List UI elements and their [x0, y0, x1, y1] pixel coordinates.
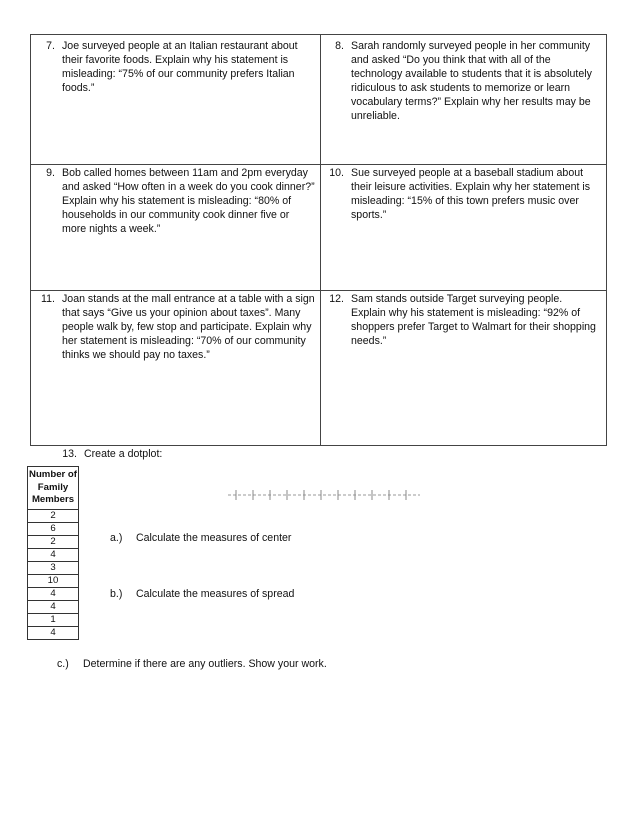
part-text: Calculate the measures of spread: [136, 588, 295, 600]
table-cell: 3: [28, 561, 79, 574]
question-number: 12.: [329, 293, 344, 305]
question-text: Sam stands outside Target surveying people. Explain why his statement is misleading: “92% of shoppers prefer Target to Walmart for their shopping needs.”: [351, 293, 596, 347]
question-number: 9.: [46, 167, 55, 179]
question-text: Sarah randomly surveyed people in her community and asked “Do you think that with all of the technology available to students that it is absolutely ridiculous to ask students to memorize or learn vocabulary terms?” Explain why her results may be unreliable.: [351, 40, 592, 122]
question-8: [324, 39, 604, 123]
grid-divider-row-2: [31, 290, 606, 291]
grid-divider-row-1: [31, 164, 606, 165]
question-number: 7.: [46, 40, 55, 52]
question-number: 10.: [329, 167, 344, 179]
question-9: [35, 166, 315, 236]
table-header: Number of Family Members: [28, 467, 79, 510]
table-cell: 10: [28, 574, 79, 587]
question-13: [57, 447, 162, 461]
question-text: Joan stands at the mall entrance at a table with a sign that says “Give us your opinion about taxes”. Many people walk by, few stop and participate. Explain why her statement is misleading: “70% of our community thinks we should pay no taxes.”: [62, 293, 315, 361]
question-12: [324, 292, 599, 348]
part-text: Determine if there are any outliers. Show your work.: [83, 658, 327, 670]
question-text: Create a dotplot:: [84, 448, 163, 460]
part-label: b.): [110, 588, 123, 600]
table-cell: 2: [28, 509, 79, 522]
grid-vertical-divider: [320, 35, 321, 445]
table-cell: 1: [28, 613, 79, 626]
question-10: [324, 166, 599, 222]
part-label: a.): [110, 532, 123, 544]
question-number: 11.: [41, 293, 55, 305]
table-cell: 4: [28, 626, 79, 639]
question-text: Sue surveyed people at a baseball stadium about their leisure activities. Explain why her statement is misleading: “15% of this town prefers music over sports.”: [351, 167, 591, 221]
question-number: 13.: [62, 448, 77, 460]
dotplot-number-line: [226, 486, 422, 506]
part-label: c.): [57, 658, 69, 670]
question-7: [35, 39, 315, 95]
questions-grid: [30, 34, 607, 446]
table-cell: 4: [28, 600, 79, 613]
part-a: [110, 532, 291, 544]
family-members-table: [27, 466, 79, 640]
question-number: 8.: [335, 40, 344, 52]
part-c: [57, 658, 327, 670]
table-cell: 6: [28, 522, 79, 535]
part-text: Calculate the measures of center: [136, 532, 292, 544]
part-b: [110, 588, 294, 600]
question-text: Bob called homes between 11am and 2pm everyday and asked “How often in a week do you cook dinner?” Explain why his statement is misleading: “80% of households in our community cook dinner five or more nights a week.”: [62, 167, 315, 235]
table-cell: 2: [28, 535, 79, 548]
question-11: [35, 292, 315, 362]
table-cell: 4: [28, 548, 79, 561]
question-text: Joe surveyed people at an Italian restaurant about their favorite foods. Explain why his statement is misleading: “75% of our community prefers Italian foods.”: [62, 40, 298, 94]
table-cell: 4: [28, 587, 79, 600]
